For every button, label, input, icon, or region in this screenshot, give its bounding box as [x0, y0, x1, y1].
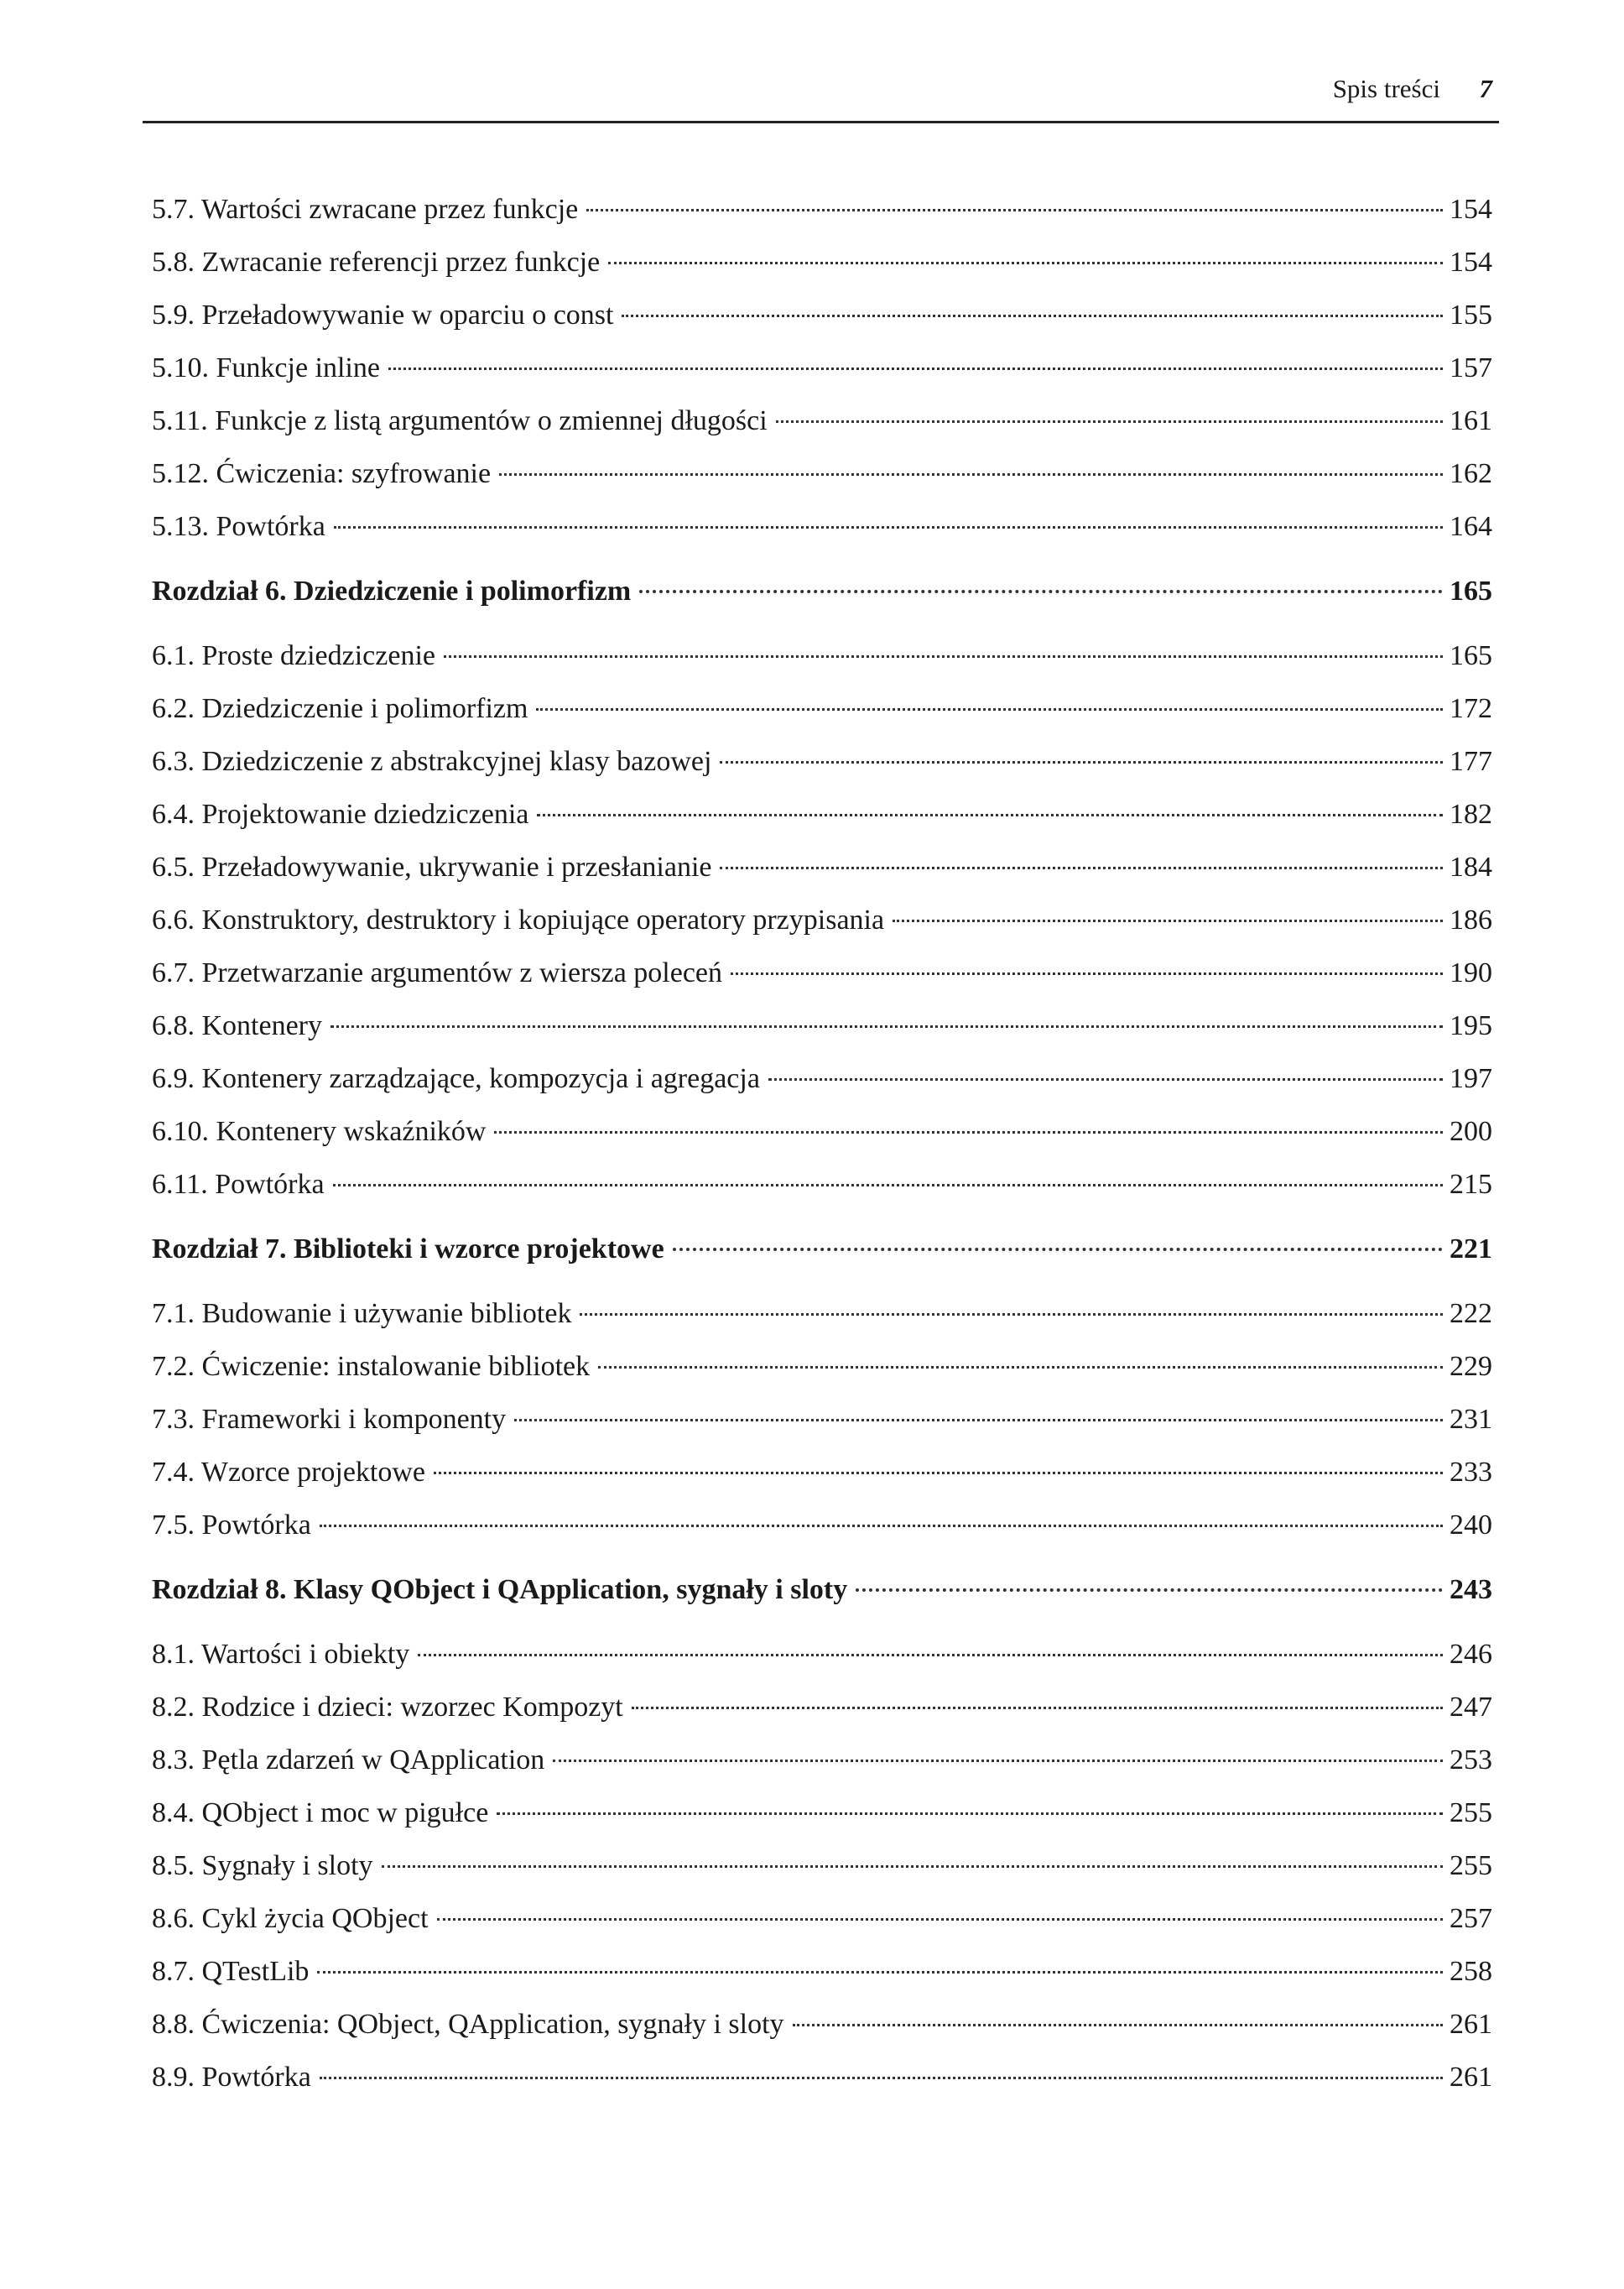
toc-entry-page: 197 — [1450, 1063, 1492, 1094]
toc-entry — [152, 1734, 1492, 1786]
dot-leader — [893, 920, 1443, 922]
toc-entry — [152, 1892, 1492, 1945]
toc-entry-title: 8.3. Pętla zdarzeń w QApplication — [152, 1744, 545, 1775]
toc-entry-page: 190 — [1450, 957, 1492, 988]
toc-entry-title: 6.10. Kontenery wskaźników — [152, 1116, 487, 1147]
toc-entry — [152, 1839, 1492, 1892]
toc-entry-page: 186 — [1450, 905, 1492, 936]
toc-entry-title: 6.6. Konstruktory, destruktory i kopiujące operatory przypisania — [152, 905, 885, 936]
dot-leader — [333, 1184, 1443, 1186]
toc-entry-title: 6.7. Przetwarzanie argumentów z wiersza poleceń — [152, 957, 723, 988]
toc-entry-page: 200 — [1450, 1116, 1492, 1147]
toc-entry-page: 247 — [1450, 1692, 1492, 1723]
dot-leader — [418, 1654, 1443, 1656]
toc-entry-title: 6.3. Dziedziczenie z abstrakcyjnej klasy bazowej — [152, 746, 712, 777]
toc-entry-title: 6.1. Proste dziedziczenie — [152, 640, 435, 671]
toc-entry-title: Rozdział 8. Klasy QObject i QApplication, sygnały i sloty — [152, 1574, 848, 1605]
toc-entry — [152, 289, 1492, 342]
toc-entry — [152, 1945, 1492, 1998]
dot-leader — [444, 655, 1443, 658]
dot-leader — [536, 708, 1443, 711]
toc-entry-title: 5.12. Ćwiczenia: szyfrowanie — [152, 458, 492, 489]
toc-entry-title: 8.4. QObject i moc w pigułce — [152, 1797, 489, 1828]
toc-entry-title: 8.8. Ćwiczenia: QObject, QApplication, sygnały i sloty — [152, 2009, 784, 2040]
toc-entry-page: 257 — [1450, 1903, 1492, 1934]
toc-entry-title: 5.8. Zwracanie referencji przez funkcje — [152, 247, 601, 278]
toc-entry — [152, 841, 1492, 894]
toc-entry — [152, 1393, 1492, 1446]
dot-leader — [434, 1472, 1443, 1474]
dot-leader — [632, 1707, 1443, 1709]
toc-entry-title: 7.5. Powtórka — [152, 1509, 311, 1541]
dot-leader — [320, 1525, 1443, 1527]
toc-entry — [152, 1786, 1492, 1839]
dot-leader — [537, 814, 1443, 816]
dot-leader — [382, 1865, 1443, 1868]
toc-entry-page: 162 — [1450, 458, 1492, 489]
dot-leader — [720, 761, 1443, 764]
dot-leader — [497, 1812, 1443, 1815]
dot-leader — [731, 972, 1443, 975]
dot-leader — [320, 2077, 1443, 2079]
toc-entry-page: 154 — [1450, 194, 1492, 225]
toc-entry-page: 233 — [1450, 1457, 1492, 1488]
toc-entry-title: 8.5. Sygnały i sloty — [152, 1850, 373, 1881]
toc-entry-title: 7.4. Wzorce projektowe — [152, 1457, 426, 1488]
toc-entry-page: 243 — [1450, 1574, 1492, 1605]
dot-leader — [331, 1025, 1443, 1028]
toc-entry-title: 6.2. Dziedziczenie i polimorfizm — [152, 693, 528, 724]
dot-leader — [437, 1918, 1443, 1921]
toc-entry-title: 8.2. Rodzice i dzieci: wzorzec Kompozyt — [152, 1692, 623, 1723]
dot-leader — [776, 420, 1443, 423]
toc-entry-page: 246 — [1450, 1639, 1492, 1670]
dot-leader — [856, 1588, 1443, 1592]
toc-entry — [152, 1052, 1492, 1105]
toc-entry-page: 154 — [1450, 247, 1492, 278]
toc-entry — [152, 735, 1492, 788]
toc-entry-title: 5.7. Wartości zwracane przez funkcje — [152, 194, 579, 225]
toc-entry — [152, 394, 1492, 447]
toc-entry-page: 255 — [1450, 1850, 1492, 1881]
toc-entry — [152, 682, 1492, 735]
running-header — [143, 67, 1499, 123]
toc-entry — [152, 447, 1492, 500]
toc-entry — [152, 1681, 1492, 1734]
toc-entry-title: 6.8. Kontenery — [152, 1010, 323, 1041]
dot-leader — [768, 1078, 1443, 1081]
toc-entry — [152, 236, 1492, 289]
dot-leader — [494, 1131, 1443, 1134]
toc-entry — [152, 1499, 1492, 1551]
toc-entry-title: 6.5. Przeładowywanie, ukrywanie i przesłanianie — [152, 852, 712, 883]
dot-leader — [514, 1419, 1443, 1421]
page-number: 7 — [1479, 74, 1492, 103]
toc-entry-page: 165 — [1450, 640, 1492, 671]
toc-chapter-heading — [152, 1563, 1492, 1616]
toc-entry-page: 229 — [1450, 1351, 1492, 1382]
toc-entry — [152, 999, 1492, 1052]
toc-entry-page: 240 — [1450, 1509, 1492, 1541]
toc-entry-title: 8.9. Powtórka — [152, 2062, 311, 2093]
toc-entry-page: 157 — [1450, 352, 1492, 383]
toc-entry-title: 6.11. Powtórka — [152, 1169, 325, 1200]
toc-entry-page: 215 — [1450, 1169, 1492, 1200]
toc-entry-page: 231 — [1450, 1404, 1492, 1435]
toc-entry-title: 8.6. Cykl życia QObject — [152, 1903, 429, 1934]
toc-entry-page: 155 — [1450, 300, 1492, 331]
toc-entry-title: 7.3. Frameworki i komponenty — [152, 1404, 507, 1435]
toc-entry-page: 261 — [1450, 2062, 1492, 2093]
toc-entry-title: 6.4. Projektowanie dziedziczenia — [152, 799, 529, 830]
dot-leader — [334, 526, 1443, 529]
toc-entry — [152, 1158, 1492, 1211]
toc-entry — [152, 629, 1492, 682]
toc-entry-page: 221 — [1450, 1233, 1492, 1264]
dot-leader — [598, 1366, 1443, 1369]
dot-leader — [608, 262, 1443, 264]
toc-entry-title: 5.10. Funkcje inline — [152, 352, 380, 383]
toc-entry-title: 8.7. QTestLib — [152, 1956, 310, 1987]
toc-entry — [152, 183, 1492, 236]
toc-entry-title: 8.1. Wartości i obiekty — [152, 1639, 410, 1670]
dot-leader — [586, 209, 1443, 211]
toc-entry-title: 5.11. Funkcje z listą argumentów o zmiennej długości — [152, 405, 768, 436]
toc-entry-page: 222 — [1450, 1298, 1492, 1329]
toc-entry-title: 6.9. Kontenery zarządzające, kompozycja i agregacja — [152, 1063, 760, 1094]
table-of-contents — [152, 183, 1492, 2104]
toc-entry — [152, 1446, 1492, 1499]
toc-entry-title: 5.9. Przeładowywanie w oparciu o const — [152, 300, 614, 331]
toc-chapter-heading — [152, 565, 1492, 618]
toc-entry-page: 182 — [1450, 799, 1492, 830]
toc-entry — [152, 1287, 1492, 1340]
toc-entry-title: 7.2. Ćwiczenie: instalowanie bibliotek — [152, 1351, 591, 1382]
toc-entry — [152, 946, 1492, 999]
toc-entry — [152, 1105, 1492, 1158]
dot-leader — [673, 1248, 1443, 1251]
dot-leader — [622, 315, 1443, 317]
toc-entry — [152, 788, 1492, 841]
dot-leader — [639, 590, 1443, 593]
toc-entry — [152, 1628, 1492, 1681]
toc-entry-title: Rozdział 6. Dziedziczenie i polimorfizm — [152, 576, 632, 607]
dot-leader — [388, 368, 1443, 370]
toc-entry-page: 164 — [1450, 511, 1492, 542]
toc-entry-title: 7.1. Budowanie i używanie bibliotek — [152, 1298, 572, 1329]
toc-entry — [152, 2051, 1492, 2104]
dot-leader — [499, 473, 1443, 476]
toc-entry-page: 184 — [1450, 852, 1492, 883]
dot-leader — [720, 867, 1443, 869]
toc-entry-page: 255 — [1450, 1797, 1492, 1828]
dot-leader — [317, 1971, 1443, 1974]
toc-entry-page: 177 — [1450, 746, 1492, 777]
toc-entry-title: 5.13. Powtórka — [152, 511, 325, 542]
toc-entry-page: 261 — [1450, 2009, 1492, 2040]
dot-leader — [580, 1313, 1443, 1316]
toc-entry-page: 258 — [1450, 1956, 1492, 1987]
toc-entry — [152, 500, 1492, 553]
toc-entry-page: 161 — [1450, 405, 1492, 436]
dot-leader — [793, 2024, 1443, 2026]
toc-entry-page: 172 — [1450, 693, 1492, 724]
toc-entry-page: 165 — [1450, 576, 1492, 607]
toc-entry — [152, 1340, 1492, 1393]
toc-entry-title: Rozdział 7. Biblioteki i wzorce projektowe — [152, 1233, 664, 1264]
dot-leader — [553, 1760, 1443, 1762]
toc-chapter-heading — [152, 1223, 1492, 1275]
toc-entry — [152, 894, 1492, 946]
header-title: Spis treści — [1332, 74, 1440, 103]
toc-entry-page: 253 — [1450, 1744, 1492, 1775]
toc-entry-page: 195 — [1450, 1010, 1492, 1041]
toc-entry — [152, 1998, 1492, 2051]
toc-entry — [152, 342, 1492, 394]
